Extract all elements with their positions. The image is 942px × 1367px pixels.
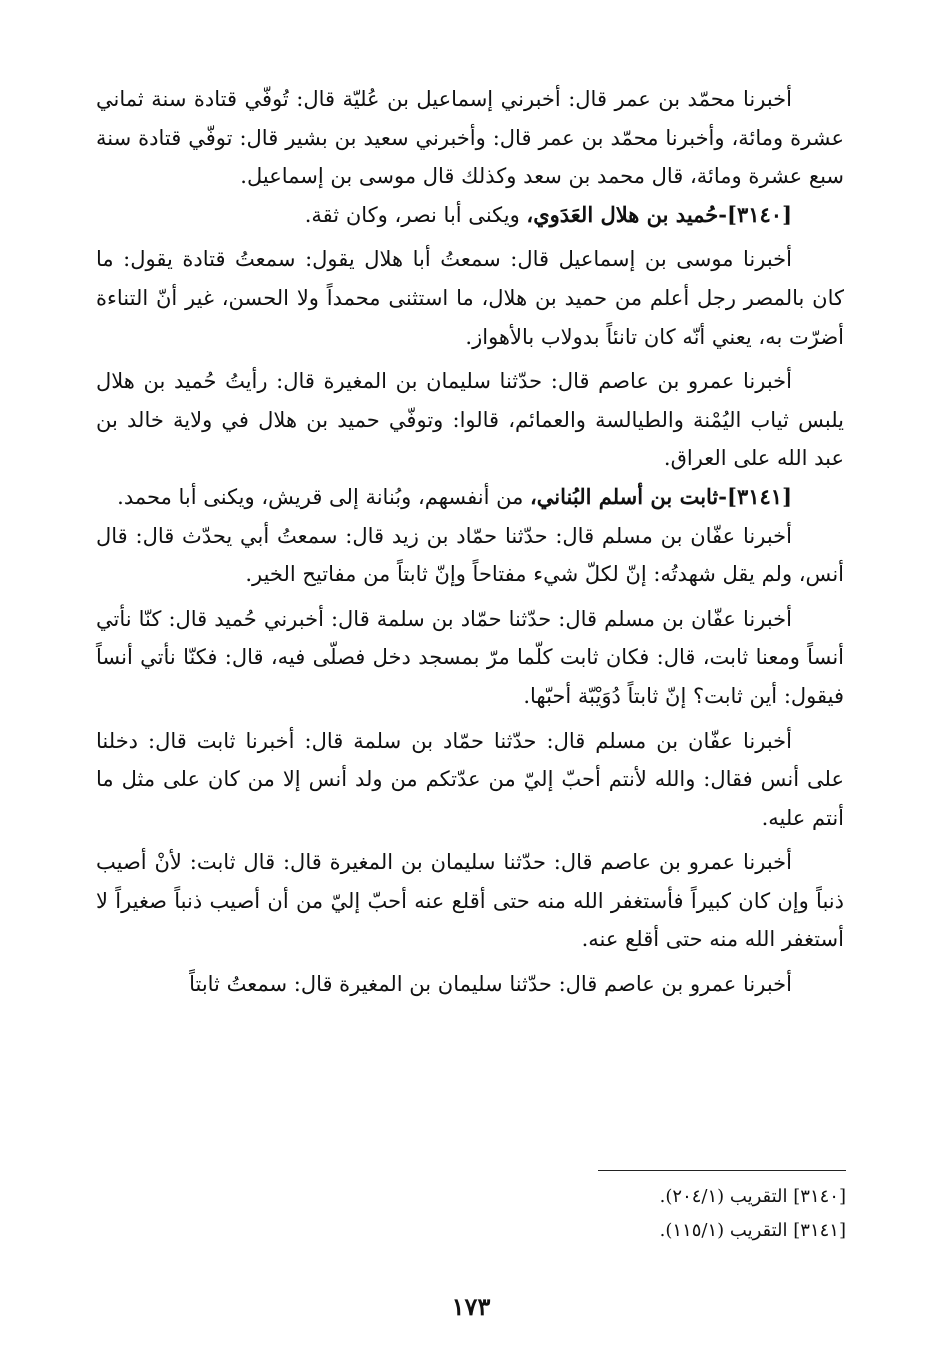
paragraph-text: أخبرنا عفّان بن مسلم قال: حدّثنا حمّاد بن سلمة قال: أخبرنا ثابت قال: دخلنا على أنس فقال: والله لأنتم أحبّ إليّ من عدّتكم من ولد أنس إلا من كان على مثل ما أنتم عليه. [96, 728, 844, 830]
entry-heading-3141: [٣١٤١]-ثابت بن أسلم البُناني، [530, 483, 792, 509]
paragraph-7 [96, 600, 844, 716]
entry-heading-3140: [٣١٤٠]-حُميد بن هلال العَدَوي، [526, 201, 792, 227]
paragraph-2 [96, 196, 844, 235]
paragraph-10 [96, 965, 844, 1004]
paragraph-4 [96, 362, 844, 478]
paragraph-6 [96, 517, 844, 594]
footnotes [346, 1180, 846, 1248]
paragraph-9 [96, 843, 844, 959]
paragraph-text: أخبرنا عفّان بن مسلم قال: حدّثنا حمّاد بن زيد قال: سمعتُ أبي يحدّث قال: قال أنس، ولم يقل شهدتُه: إنّ لكلّ شيء مفتاحاً وإنّ ثابتاً من مفاتيح الخير. [96, 523, 844, 587]
paragraph-text: ويكنى أبا نصر، وكان ثقة. [304, 202, 527, 227]
paragraph-text: أخبرنا محمّد بن عمر قال: أخبرني إسماعيل بن عُليّة قال: تُوفّي قتادة سنة ثماني عشرة ومائة، وأخبرنا محمّد بن عمر قال: وأخبرني سعيد بن بشير قال: توفّي قتادة سنة سبع عشرة ومائة، قال محمد بن سعد وكذلك قال موسى بن إسماعيل. [96, 87, 844, 189]
paragraph-3 [96, 240, 844, 356]
paragraph-text: أخبرنا عفّان بن مسلم قال: حدّثنا حمّاد بن سلمة قال: أخبرني حُميد قال: كنّا نأتي أنساً ومعنا ثابت، قال: فكان ثابت كلّما مرّ بمسجد دخل فصلّى فيه، قال: فكنّا نأتي أنساً فيقول: أين ثابت؟ إنّ ثابتاً دُوَيْبّة أحبّها. [96, 606, 844, 708]
paragraph-8 [96, 722, 844, 838]
paragraph-text: أخبرنا موسى بن إسماعيل قال: سمعتُ أبا هلال يقول: سمعتُ قتادة يقول: ما كان بالمصر رجل أعلم من حميد بن هلال، ما استثنى محمداً ولا الحسن، غير أنّ التناءة أضرّت به، يعني أنّه كان تانئاً بدولاب بالأهواز. [96, 247, 844, 349]
paragraph-text: من أنفسهم، وبُنانة إلى قريش، ويكنى أبا محمد. [117, 484, 531, 509]
footnote-3141: [٣١٤١] التقريب (١١٥/١). [659, 1220, 846, 1241]
main-text [96, 80, 844, 1004]
paragraph-text: أخبرنا عمرو بن عاصم قال: حدّثنا سليمان بن المغيرة قال: سمعتُ ثابتاً [189, 972, 792, 997]
footnote-3140: [٣١٤٠] التقريب (٢٠٤/١). [659, 1186, 846, 1207]
paragraph-text: أخبرنا عمرو بن عاصم قال: حدّثنا سليمان بن المغيرة قال: رأيتُ حُميد بن هلال يلبس ثياب اليُمْنة والطيالسة والعمائم، قالوا: وتوفّي حميد بن هلال في ولاية خالد بن عبد الله على العراق. [96, 369, 844, 471]
footnote-divider [598, 1170, 846, 1171]
paragraph-1 [96, 80, 844, 196]
paragraph-5 [96, 478, 844, 517]
page-number: ١٧٣ [451, 1292, 491, 1321]
paragraph-text: أخبرنا عمرو بن عاصم قال: حدّثنا سليمان بن المغيرة قال: قال ثابت: لأنْ أصيب ذنباً وإن كان كبيراً فأستغفر الله منه حتى أقلع عنه أحبّ إليّ من أن أصيب ذنباً صغيراً لا أستغفر الله منه حتى أقلع عنه. [96, 850, 844, 952]
